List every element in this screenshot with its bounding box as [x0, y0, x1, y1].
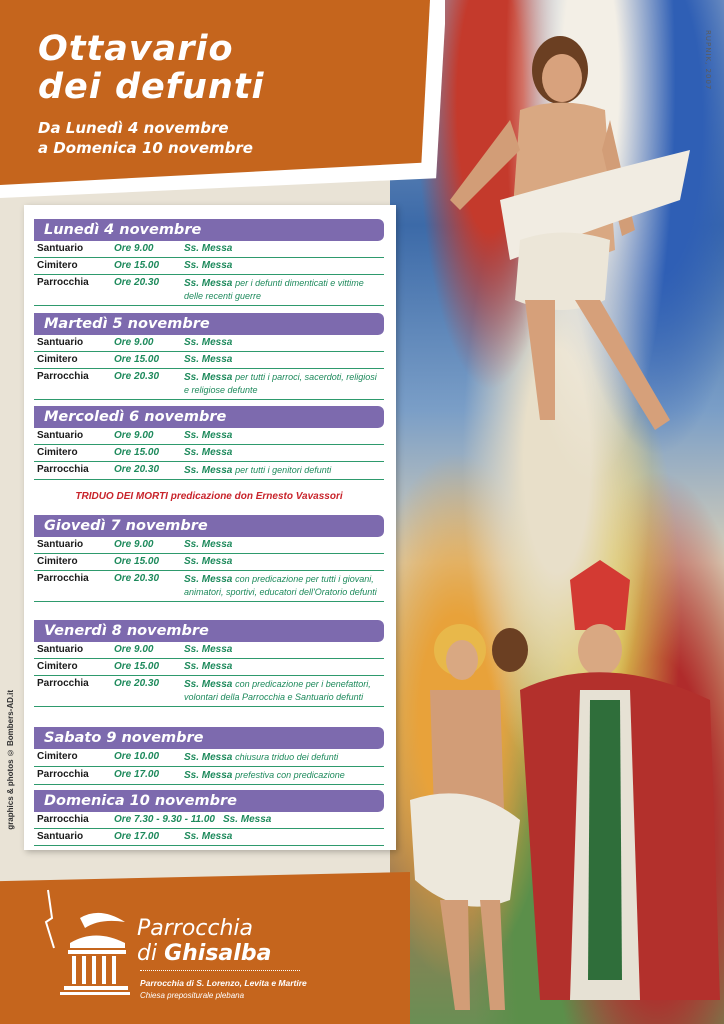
mass: Ss. Messa: [184, 770, 233, 781]
day-header: Mercoledì 6 novembre: [34, 406, 384, 428]
artwork-credit: RUPNIK, 2007: [704, 30, 712, 91]
time: Ore 20.30: [114, 464, 160, 475]
triduo-highlight: TRIDUO DEI MORTI: [75, 491, 168, 502]
schedule-row: [34, 352, 384, 369]
triduo-text: predicazione don Ernesto Vavassori: [170, 491, 343, 502]
mass: Ss. Messa: [184, 243, 233, 254]
time: Ore 10.00: [114, 751, 160, 762]
place: Santuario: [37, 644, 84, 655]
schedule-row: [34, 676, 384, 707]
day-block-tuesday: [34, 313, 384, 400]
church-logo-icon: [40, 888, 130, 998]
mass: Ss. Messa: [184, 539, 233, 550]
mass: Ss. Messa: [184, 556, 233, 567]
description: [184, 661, 384, 673]
mass: Ss. Messa: [223, 814, 272, 825]
place: Parrocchia: [37, 464, 89, 475]
day-header: Lunedì 4 novembre: [34, 219, 384, 241]
day-block-saturday: [34, 727, 384, 785]
time: Ore 7.30 - 9.30 - 11.00: [114, 814, 215, 825]
description: [184, 751, 384, 764]
description: [223, 814, 384, 826]
mass: Ss. Messa: [184, 831, 233, 842]
schedule-row: [34, 428, 384, 445]
description: [184, 464, 384, 477]
schedule-row: [34, 445, 384, 462]
mass: Ss. Messa: [184, 574, 233, 585]
note: per i defunti dimenticati e vittime delle recenti guerre: [184, 278, 364, 301]
time: Ore 17.00: [114, 769, 160, 780]
description: [184, 354, 384, 366]
mass: Ss. Messa: [184, 679, 233, 690]
day-block-sunday: [34, 790, 384, 846]
mass: Ss. Messa: [184, 465, 233, 476]
place: Parrocchia: [37, 573, 89, 584]
time: Ore 9.00: [114, 337, 154, 348]
description: [184, 277, 384, 303]
time: Ore 20.30: [114, 573, 160, 584]
place: Santuario: [37, 539, 84, 550]
place: Cimitero: [37, 447, 78, 458]
description: [184, 644, 384, 656]
day-block-thursday: [34, 515, 384, 602]
place: Santuario: [37, 337, 84, 348]
parish-name-town: Ghisalba: [164, 941, 272, 966]
place: Cimitero: [37, 556, 78, 567]
description: [184, 447, 384, 459]
day-header: Domenica 10 novembre: [34, 790, 384, 812]
mass: Ss. Messa: [184, 354, 233, 365]
time: Ore 15.00: [114, 260, 160, 271]
mass: Ss. Messa: [184, 644, 233, 655]
schedule-row: [34, 369, 384, 400]
place: Parrocchia: [37, 678, 89, 689]
description: [184, 430, 384, 442]
schedule-row: [34, 554, 384, 571]
mass: Ss. Messa: [184, 372, 233, 383]
day-header: Martedì 5 novembre: [34, 313, 384, 335]
page-title: [38, 30, 265, 106]
time: Ore 9.00: [114, 243, 154, 254]
title-line-2: dei defunti: [38, 67, 265, 107]
parish-name-line-2: [137, 941, 271, 966]
place: Cimitero: [37, 661, 78, 672]
subtitle-line-1: Da Lunedì 4 novembre: [38, 119, 229, 137]
schedule-row: [34, 241, 384, 258]
note: con predicazione per tutti i giovani, animatori, sportivi, educatori dell'Oratorio defunti: [184, 574, 377, 597]
place: Cimitero: [37, 751, 78, 762]
time: Ore 15.00: [114, 556, 160, 567]
place: Cimitero: [37, 260, 78, 271]
time: Ore 9.00: [114, 430, 154, 441]
note: chiusura triduo dei defunti: [235, 752, 339, 762]
schedule-row: [34, 812, 384, 829]
schedule-row: [34, 659, 384, 676]
description: [184, 243, 384, 255]
divider: [140, 970, 300, 971]
description: [184, 831, 384, 843]
place: Santuario: [37, 430, 84, 441]
day-block-friday: [34, 620, 384, 707]
place: Parrocchia: [37, 814, 89, 825]
schedule-row: [34, 571, 384, 602]
place: Santuario: [37, 831, 84, 842]
time: Ore 20.30: [114, 678, 160, 689]
time: Ore 20.30: [114, 371, 160, 382]
time: Ore 9.00: [114, 644, 154, 655]
schedule-row: [34, 275, 384, 306]
note: con predicazione per i benefattori, volontari della Parrocchia e Santuario defunti: [184, 679, 371, 702]
day-header: Giovedì 7 novembre: [34, 515, 384, 537]
note: per tutti i genitori defunti: [235, 465, 332, 475]
place: Parrocchia: [37, 277, 89, 288]
description: [184, 337, 384, 349]
description: [184, 371, 384, 397]
description: [184, 539, 384, 551]
description: [184, 678, 384, 704]
parish-name-line-1: Parrocchia: [137, 916, 254, 941]
day-block-wednesday: [34, 406, 384, 480]
time: Ore 17.00: [114, 831, 160, 842]
description: [184, 556, 384, 568]
description: [184, 573, 384, 599]
day-header: Venerdì 8 novembre: [34, 620, 384, 642]
time: Ore 15.00: [114, 661, 160, 672]
time: Ore 20.30: [114, 277, 160, 288]
schedule-row: [34, 767, 384, 785]
schedule-row: [34, 258, 384, 275]
place: Parrocchia: [37, 371, 89, 382]
time: Ore 15.00: [114, 354, 160, 365]
time: Ore 9.00: [114, 539, 154, 550]
schedule-row: [34, 749, 384, 767]
mass: Ss. Messa: [184, 661, 233, 672]
mosaic-figures: [390, 0, 724, 1024]
mass: Ss. Messa: [184, 752, 233, 763]
mass: Ss. Messa: [184, 278, 233, 289]
subtitle-line-2: a Domenica 10 novembre: [38, 139, 253, 157]
schedule-row: [34, 537, 384, 554]
title-line-1: Ottavario: [38, 29, 234, 69]
schedule-row: [34, 829, 384, 846]
page-subtitle: [38, 118, 253, 158]
place: Santuario: [37, 243, 84, 254]
note: prefestiva con predicazione: [235, 770, 345, 780]
schedule-row: [34, 642, 384, 659]
schedule-row: [34, 335, 384, 352]
mosaic-artwork: [390, 0, 724, 1024]
note: per tutti i parroci, sacerdoti, religiosi e religiose defunte: [184, 372, 377, 395]
mass: Ss. Messa: [184, 447, 233, 458]
parish-name: [137, 916, 271, 966]
mass: Ss. Messa: [184, 260, 233, 271]
place: Cimitero: [37, 354, 78, 365]
parish-church-type: Chiesa prepositurale plebana: [140, 991, 245, 1000]
mass: Ss. Messa: [184, 430, 233, 441]
parish-subtitle: Parrocchia di S. Lorenzo, Levita e Martire: [140, 978, 307, 988]
schedule-row: [34, 462, 384, 480]
day-block-monday: [34, 219, 384, 306]
photo-credit: graphics & photos © Bombers-AD.it: [6, 690, 15, 830]
mass: Ss. Messa: [184, 337, 233, 348]
day-header: Sabato 9 novembre: [34, 727, 384, 749]
description: [184, 769, 384, 782]
time: Ore 15.00: [114, 447, 160, 458]
parish-name-prefix: di: [137, 941, 158, 966]
description: [184, 260, 384, 272]
triduo-notice: [34, 491, 384, 502]
place: Parrocchia: [37, 769, 89, 780]
